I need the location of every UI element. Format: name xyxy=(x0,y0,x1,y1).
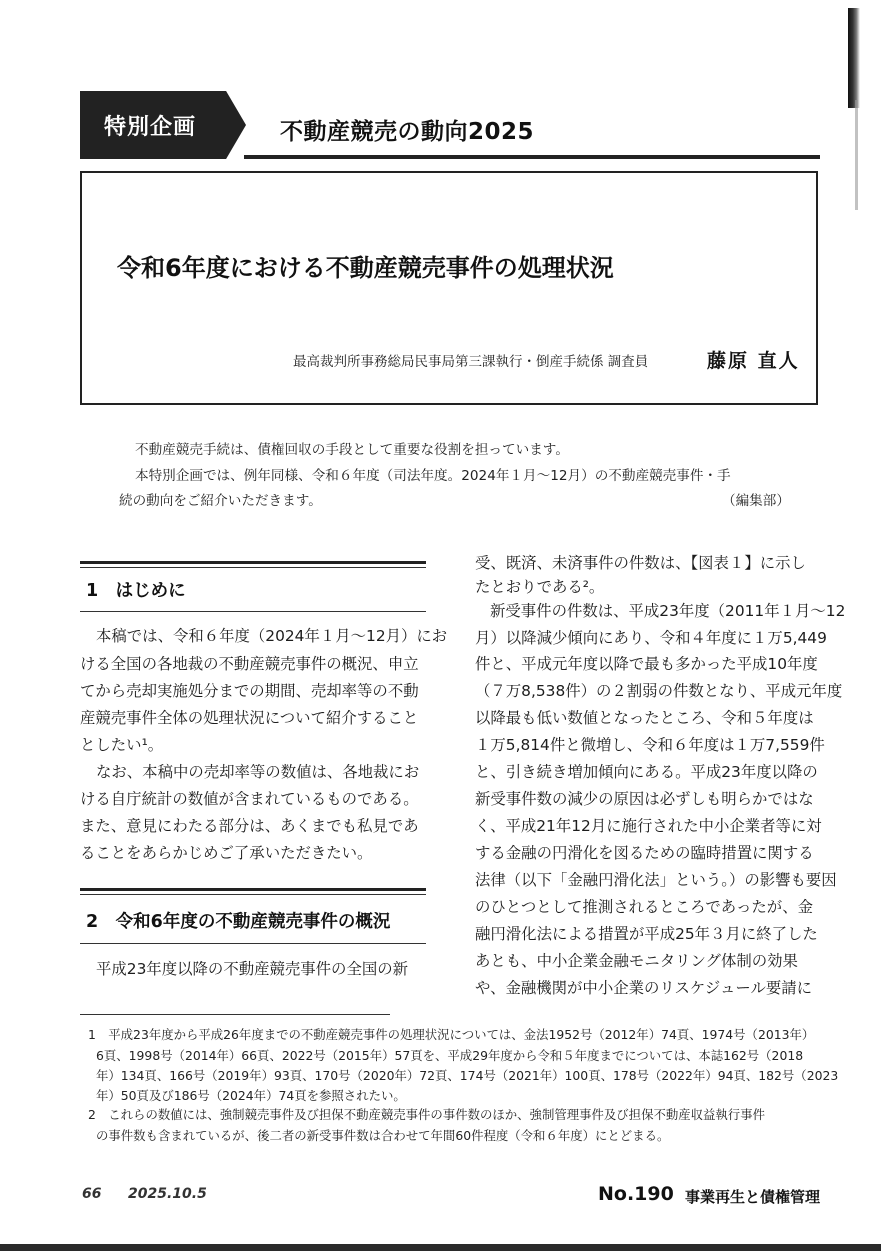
series-title: 不動産競売の動向2025 xyxy=(280,119,535,145)
paragraph-line: てから売却実施処分までの期間、売却率等の不動 xyxy=(80,682,419,700)
section-rule xyxy=(80,888,426,891)
paragraph-line: のひとつとして推測されるところであったが、金 xyxy=(475,898,813,916)
paragraph-line: （７万8,538件）の２割弱の件数となり、平成元年度 xyxy=(475,682,843,700)
lead-line: 不動産競売手続は、債権回収の手段として重要な役割を担っています。 xyxy=(135,442,569,458)
paragraph-line: なお、本稿中の売却率等の数値は、各地裁にお xyxy=(96,763,420,781)
lead-credit: （編集部） xyxy=(722,493,790,509)
footnote-line: 年）134頁、166号（2019年）93頁、170号（2020年）72頁、174号（2021年）100頁、178号（2022年）94頁、182号（2023 xyxy=(96,1068,839,1083)
lead-line: 続の動向をご紹介いただきます。 xyxy=(119,493,322,509)
article-title: 令和6年度における不動産競売事件の処理状況 xyxy=(117,254,614,282)
paragraph-line: あとも、中小企業金融モニタリング体制の効果 xyxy=(475,952,798,970)
paragraph-line: ける自庁統計の数値が含まれているものである。 xyxy=(80,790,419,808)
section-rule xyxy=(80,567,426,568)
footnote-line: 2 これらの数値には、強制競売事件及び担保不動産競売事件の事件数のほか、強制管理事件及び担保不動産収益執行事件 xyxy=(88,1107,765,1122)
paragraph-line: ける全国の各地裁の不動産競売事件の概況、申立 xyxy=(80,655,419,673)
section-rule xyxy=(80,943,426,944)
paragraph-line: 産競売事件全体の処理状況について紹介すること xyxy=(80,709,419,727)
scan-edge-mark xyxy=(855,100,858,210)
footnote-line: 1 平成23年度から平成26年度までの不動産競売事件の処理状況については、金法1952号（2012年）74頁、1974号（2013年） xyxy=(88,1027,815,1042)
issue-number: No.190 xyxy=(598,1183,674,1205)
author-affiliation: 最高裁判所事務総局民事局第三課執行・倒産手続係 調査員 xyxy=(293,354,649,370)
paragraph-line: 件と、平成元年度以降で最も多かった平成10年度 xyxy=(475,655,818,673)
section-rule xyxy=(80,894,426,895)
scan-bottom-edge xyxy=(0,1244,881,1251)
paragraph-line: 法律（以下「金融円滑化法」という。）の影響も要因 xyxy=(475,871,837,889)
special-feature-label: 特別企画 xyxy=(104,115,197,140)
paragraph-line: 月）以降減少傾向にあり、令和４年度に１万5,449 xyxy=(475,629,827,647)
paragraph-line: 新受事件数の減少の原因は必ずしも明らかではな xyxy=(475,790,814,808)
section-1-heading: 1 はじめに xyxy=(86,581,186,601)
page-number: 66 xyxy=(82,1186,102,1202)
footnote-rule xyxy=(80,1014,390,1015)
paragraph-line: ることをあらかじめご了承いただきたい。 xyxy=(80,844,373,862)
paragraph-line: 受、既済、未済事件の件数は、【図表１】に示し xyxy=(475,554,806,572)
paragraph-line: する金融の円滑化を図るための臨時措置に関する xyxy=(475,844,814,862)
section-rule xyxy=(80,561,426,564)
paragraph-line: たとおりである²。 xyxy=(475,578,605,596)
paragraph-line: く、平成21年12月に施行された中小企業者等に対 xyxy=(475,817,822,835)
footnote-line: 6頁、1998号（2014年）66頁、2022号（2015年）57頁を、平成29年度から令和５年度までについては、本誌162号（2018 xyxy=(96,1048,804,1063)
lead-line: 本特別企画では、例年同様、令和６年度（司法年度。2024年１月～12月）の不動産競売事件・手 xyxy=(135,468,731,484)
magazine-title: 事業再生と債権管理 xyxy=(685,1188,821,1206)
paragraph-line: や、金融機関が中小企業のリスケジュール要請に xyxy=(475,979,813,997)
author-name: 藤原 直人 xyxy=(707,350,800,372)
scan-edge-mark xyxy=(848,8,860,108)
footnote-line: の事件数も含まれているが、後二者の新受事件数は合わせて年間60件程度（令和６年度）にとどまる。 xyxy=(96,1128,670,1143)
footnote-line: 年）50頁及び186号（2024年）74頁を参照されたい。 xyxy=(96,1088,406,1103)
section-2-heading: 2 令和6年度の不動産競売事件の概況 xyxy=(86,912,391,932)
paragraph-line: 本稿では、令和６年度（2024年１月～12月）にお xyxy=(96,627,448,645)
issue-date: 2025.10.5 xyxy=(128,1186,207,1202)
section-rule xyxy=(80,611,426,612)
paragraph-line: １万5,814件と微増し、令和６年度は１万7,559件 xyxy=(475,736,825,754)
paragraph-line: 融円滑化法による措置が平成25年３月に終了した xyxy=(475,925,818,943)
header-rule xyxy=(244,155,820,159)
paragraph-line: と、引き続き増加傾向にある。平成23年度以降の xyxy=(475,763,818,781)
paragraph-line: 以降最も低い数値となったところ、令和５年度は xyxy=(475,709,814,727)
paragraph-line: また、意見にわたる部分は、あくまでも私見であ xyxy=(80,817,419,835)
paragraph-line: としたい¹。 xyxy=(80,736,164,754)
paragraph-line: 平成23年度以降の不動産競売事件の全国の新 xyxy=(96,960,409,978)
paragraph-line: 新受事件の件数は、平成23年度（2011年１月～12 xyxy=(490,602,846,620)
